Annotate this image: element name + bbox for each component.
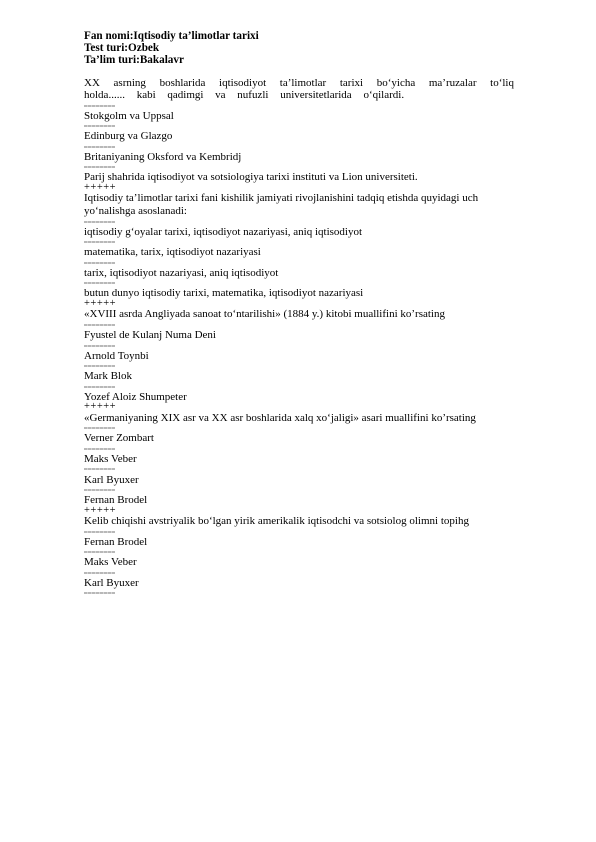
option-separator	[84, 383, 514, 391]
question-separator: +++++	[84, 181, 117, 193]
separator-line	[84, 345, 115, 347]
answer-option: Mark Blok	[84, 370, 132, 383]
question-separator: +++++	[84, 297, 117, 309]
separator-line	[84, 448, 115, 450]
option-separator	[84, 341, 514, 349]
option-separator	[84, 548, 514, 556]
separator-line	[84, 324, 115, 326]
header-spacer	[84, 67, 514, 77]
option-separator	[84, 238, 514, 246]
answer-option: Verner Zombart	[84, 432, 154, 445]
option-separator	[84, 589, 514, 597]
separator-line	[84, 221, 115, 223]
answer-option: Yozef Aloiz Shumpeter	[84, 390, 187, 403]
answer-option: Fernan Brodel	[84, 494, 148, 507]
question-list	[84, 77, 514, 598]
option-separator	[84, 279, 514, 287]
option-separator	[84, 445, 514, 453]
question-text: «XVIII asrda Angliyada sanoat to‘ntarilishi» (1884 y.) kitobi muallifini ko’rsating	[84, 308, 445, 321]
answer-option: Karl Byuxer	[84, 473, 139, 486]
option-separator	[84, 217, 514, 225]
separator-line	[84, 146, 115, 148]
separator-line	[84, 386, 115, 388]
answer-option: Edinburg va Glazgo	[84, 130, 173, 143]
option-separator	[84, 143, 514, 151]
option-separator	[84, 486, 514, 494]
option-separator	[84, 424, 514, 432]
separator-line	[84, 125, 115, 127]
answer-option: Arnold Toynbi	[84, 349, 149, 362]
separator-line	[84, 592, 115, 594]
separator-line	[84, 262, 115, 264]
option-separator	[84, 465, 514, 473]
answer-option: Maks Veber	[84, 556, 137, 569]
answer-option: Britaniyaning Oksford va Kembridj	[84, 150, 242, 163]
answer-option: iqtisodiy g‘oyalar tarixi, iqtisodiyot nazariyasi, aniq iqtisodiyot	[84, 225, 363, 238]
question-text: «Germaniyaning XIX asr va XX asr boshlarida xalq xo‘jaligi» asari muallifini ko’rsating	[84, 411, 476, 424]
question-text: XX asrning boshlarida iqtisodiyot ta’limotlar tarixi bo‘yicha ma’ruzalar to‘liq holda...... kabi qadimgi va nufuzli universitetlarida o‘qilardi.	[84, 76, 514, 102]
separator-line	[84, 427, 115, 429]
answer-option: Maks Veber	[84, 452, 137, 465]
question-separator: +++++	[84, 401, 117, 413]
option-separator	[84, 321, 514, 329]
option-separator	[84, 102, 514, 110]
separator-line	[84, 572, 115, 574]
separator-line	[84, 241, 115, 243]
separator-line	[84, 166, 115, 168]
answer-option: Karl Byuxer	[84, 576, 139, 589]
separator-line	[84, 531, 115, 533]
option-separator	[84, 528, 514, 536]
separator-line	[84, 468, 115, 470]
education-type: Ta’lim turi:Bakalavr	[84, 54, 184, 67]
question-separator: +++++	[84, 504, 117, 516]
answer-option: Stokgolm va Uppsal	[84, 109, 174, 122]
answer-option: Fernan Brodel	[84, 535, 148, 548]
answer-option: tarix, iqtisodiyot nazariyasi, aniq iqtisodiyot	[84, 266, 279, 279]
option-separator	[84, 163, 514, 171]
option-separator	[84, 362, 514, 370]
document-page	[84, 30, 514, 597]
option-separator	[84, 569, 514, 577]
answer-option: butun dunyo iqtisodiy tarixi, matematika, iqtisodiyot nazariyasi	[84, 287, 364, 300]
answer-option: matematika, tarix, iqtisodiyot nazariyasi	[84, 246, 261, 259]
separator-line	[84, 365, 115, 367]
answer-option: Parij shahrida iqtisodiyot va sotsiologiya tarixi instituti va Lion universiteti.	[84, 171, 418, 184]
option-separator	[84, 259, 514, 267]
option-separator	[84, 122, 514, 130]
test-type: Test turi:Ozbek	[84, 42, 160, 55]
answer-option: Fyustel de Kulanj Numa Deni	[84, 328, 216, 341]
question-text: Kelib chiqishi avstriyalik bo‘lgan yirik amerikalik iqtisodchi va sotsiolog olimni topihg	[84, 515, 469, 528]
separator-line	[84, 489, 115, 491]
question-text: Iqtisodiy ta’limotlar tarixi fani kishilik jamiyati rivojlanishini tadqiq etishda quyidagi uch yo‘nalishga asoslanadi:	[84, 192, 479, 217]
separator-line	[84, 551, 115, 553]
separator-line	[84, 105, 115, 107]
separator-line	[84, 282, 115, 284]
subject-name: Fan nomi:Iqtisodiy ta’limotlar tarixi	[84, 30, 259, 42]
